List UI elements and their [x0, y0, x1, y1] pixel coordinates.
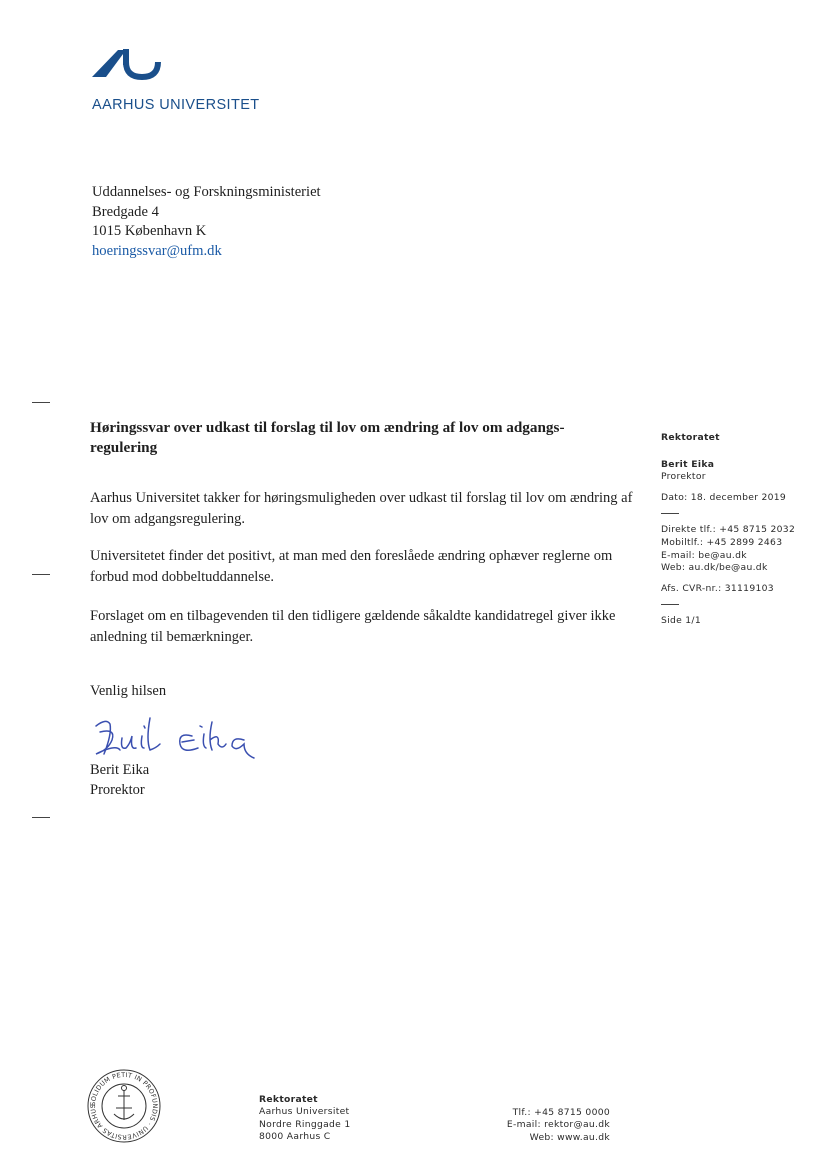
footer-web[interactable]: Web: www.au.dk: [529, 1131, 610, 1143]
closing-greeting: Venlig hilsen: [90, 683, 167, 699]
recipient-line-ministry: Uddannelses- og Forskningsministeriet: [92, 184, 321, 200]
sidebar-date: Dato: 18. december 2019: [661, 491, 787, 503]
footer-phone: Tlf.: +45 8715 0000: [512, 1107, 610, 1118]
letter-subject: Høringssvar over udkast til forslag til lov om ændring af lov om adgangs-regulering: [90, 419, 565, 456]
footer-department: Rektoratet: [259, 1094, 318, 1105]
handwritten-signature: [86, 710, 276, 770]
signer-title: Prorektor: [90, 782, 145, 798]
recipient-line-street: Bredgade 4: [92, 203, 159, 220]
letter-paragraph: Universitetet finder det positivt, at man med den foreslåede ændring ophæver reglerne om forbud mod dobbeltuddannelse.: [90, 548, 613, 585]
signer-name: Berit Eika: [90, 762, 150, 778]
footer-email[interactable]: E-mail: rektor@au.dk: [506, 1119, 610, 1131]
sender-info-sidebar: [661, 432, 811, 628]
recipient-line-city: 1015 København K: [92, 223, 207, 239]
seal-inscription: SOLIDUM PETIT IN PROFUNDIS · UNIVERSITAS ARHUS: [88, 1070, 160, 1142]
fold-mark: [32, 817, 50, 818]
recipient-address: [92, 183, 321, 261]
recipient-email-link[interactable]: hoeringssvar@ufm.dk: [92, 242, 222, 259]
sidebar-department: Rektoratet: [661, 432, 720, 443]
fold-mark: [32, 402, 50, 403]
fold-mark: [32, 574, 50, 575]
footer-city: 8000 Aarhus C: [259, 1131, 331, 1143]
sidebar-mobile: Mobiltlf.: +45 2899 2463: [661, 536, 783, 548]
sidebar-divider: [661, 604, 679, 605]
sidebar-email[interactable]: E-mail: be@au.dk: [661, 549, 747, 561]
aarhus-university-logo-icon: [92, 44, 164, 84]
footer-address: [259, 1094, 351, 1144]
letter-paragraph: Aarhus Universitet takker for høringsmuligheden over udkast til forslag til lov om ændring af lov om adgangsregulering.: [90, 490, 633, 527]
footer-street: Nordre Ringgade 1: [259, 1118, 351, 1130]
university-seal-icon: [86, 1068, 162, 1144]
footer-org: Aarhus Universitet: [259, 1106, 350, 1118]
letter-paragraph: Forslaget om en tilbagevenden til den tidligere gældende såkaldte kandidatregel giver ikke anledning til bemærkninger.: [90, 608, 616, 645]
sidebar-sender-name: Berit Eika: [661, 458, 715, 470]
sidebar-cvr: Afs. CVR-nr.: 31119103: [661, 582, 774, 594]
sidebar-sender-title: Prorektor: [661, 471, 706, 483]
sidebar-web[interactable]: Web: au.dk/be@au.dk: [661, 562, 768, 574]
sidebar-page-number: Side 1/1: [661, 615, 701, 627]
sidebar-divider: [661, 513, 679, 514]
university-name: AARHUS UNIVERSITET: [92, 97, 260, 113]
footer-contact: [470, 1107, 610, 1144]
sidebar-direct-phone: Direkte tlf.: +45 8715 2032: [661, 524, 796, 536]
